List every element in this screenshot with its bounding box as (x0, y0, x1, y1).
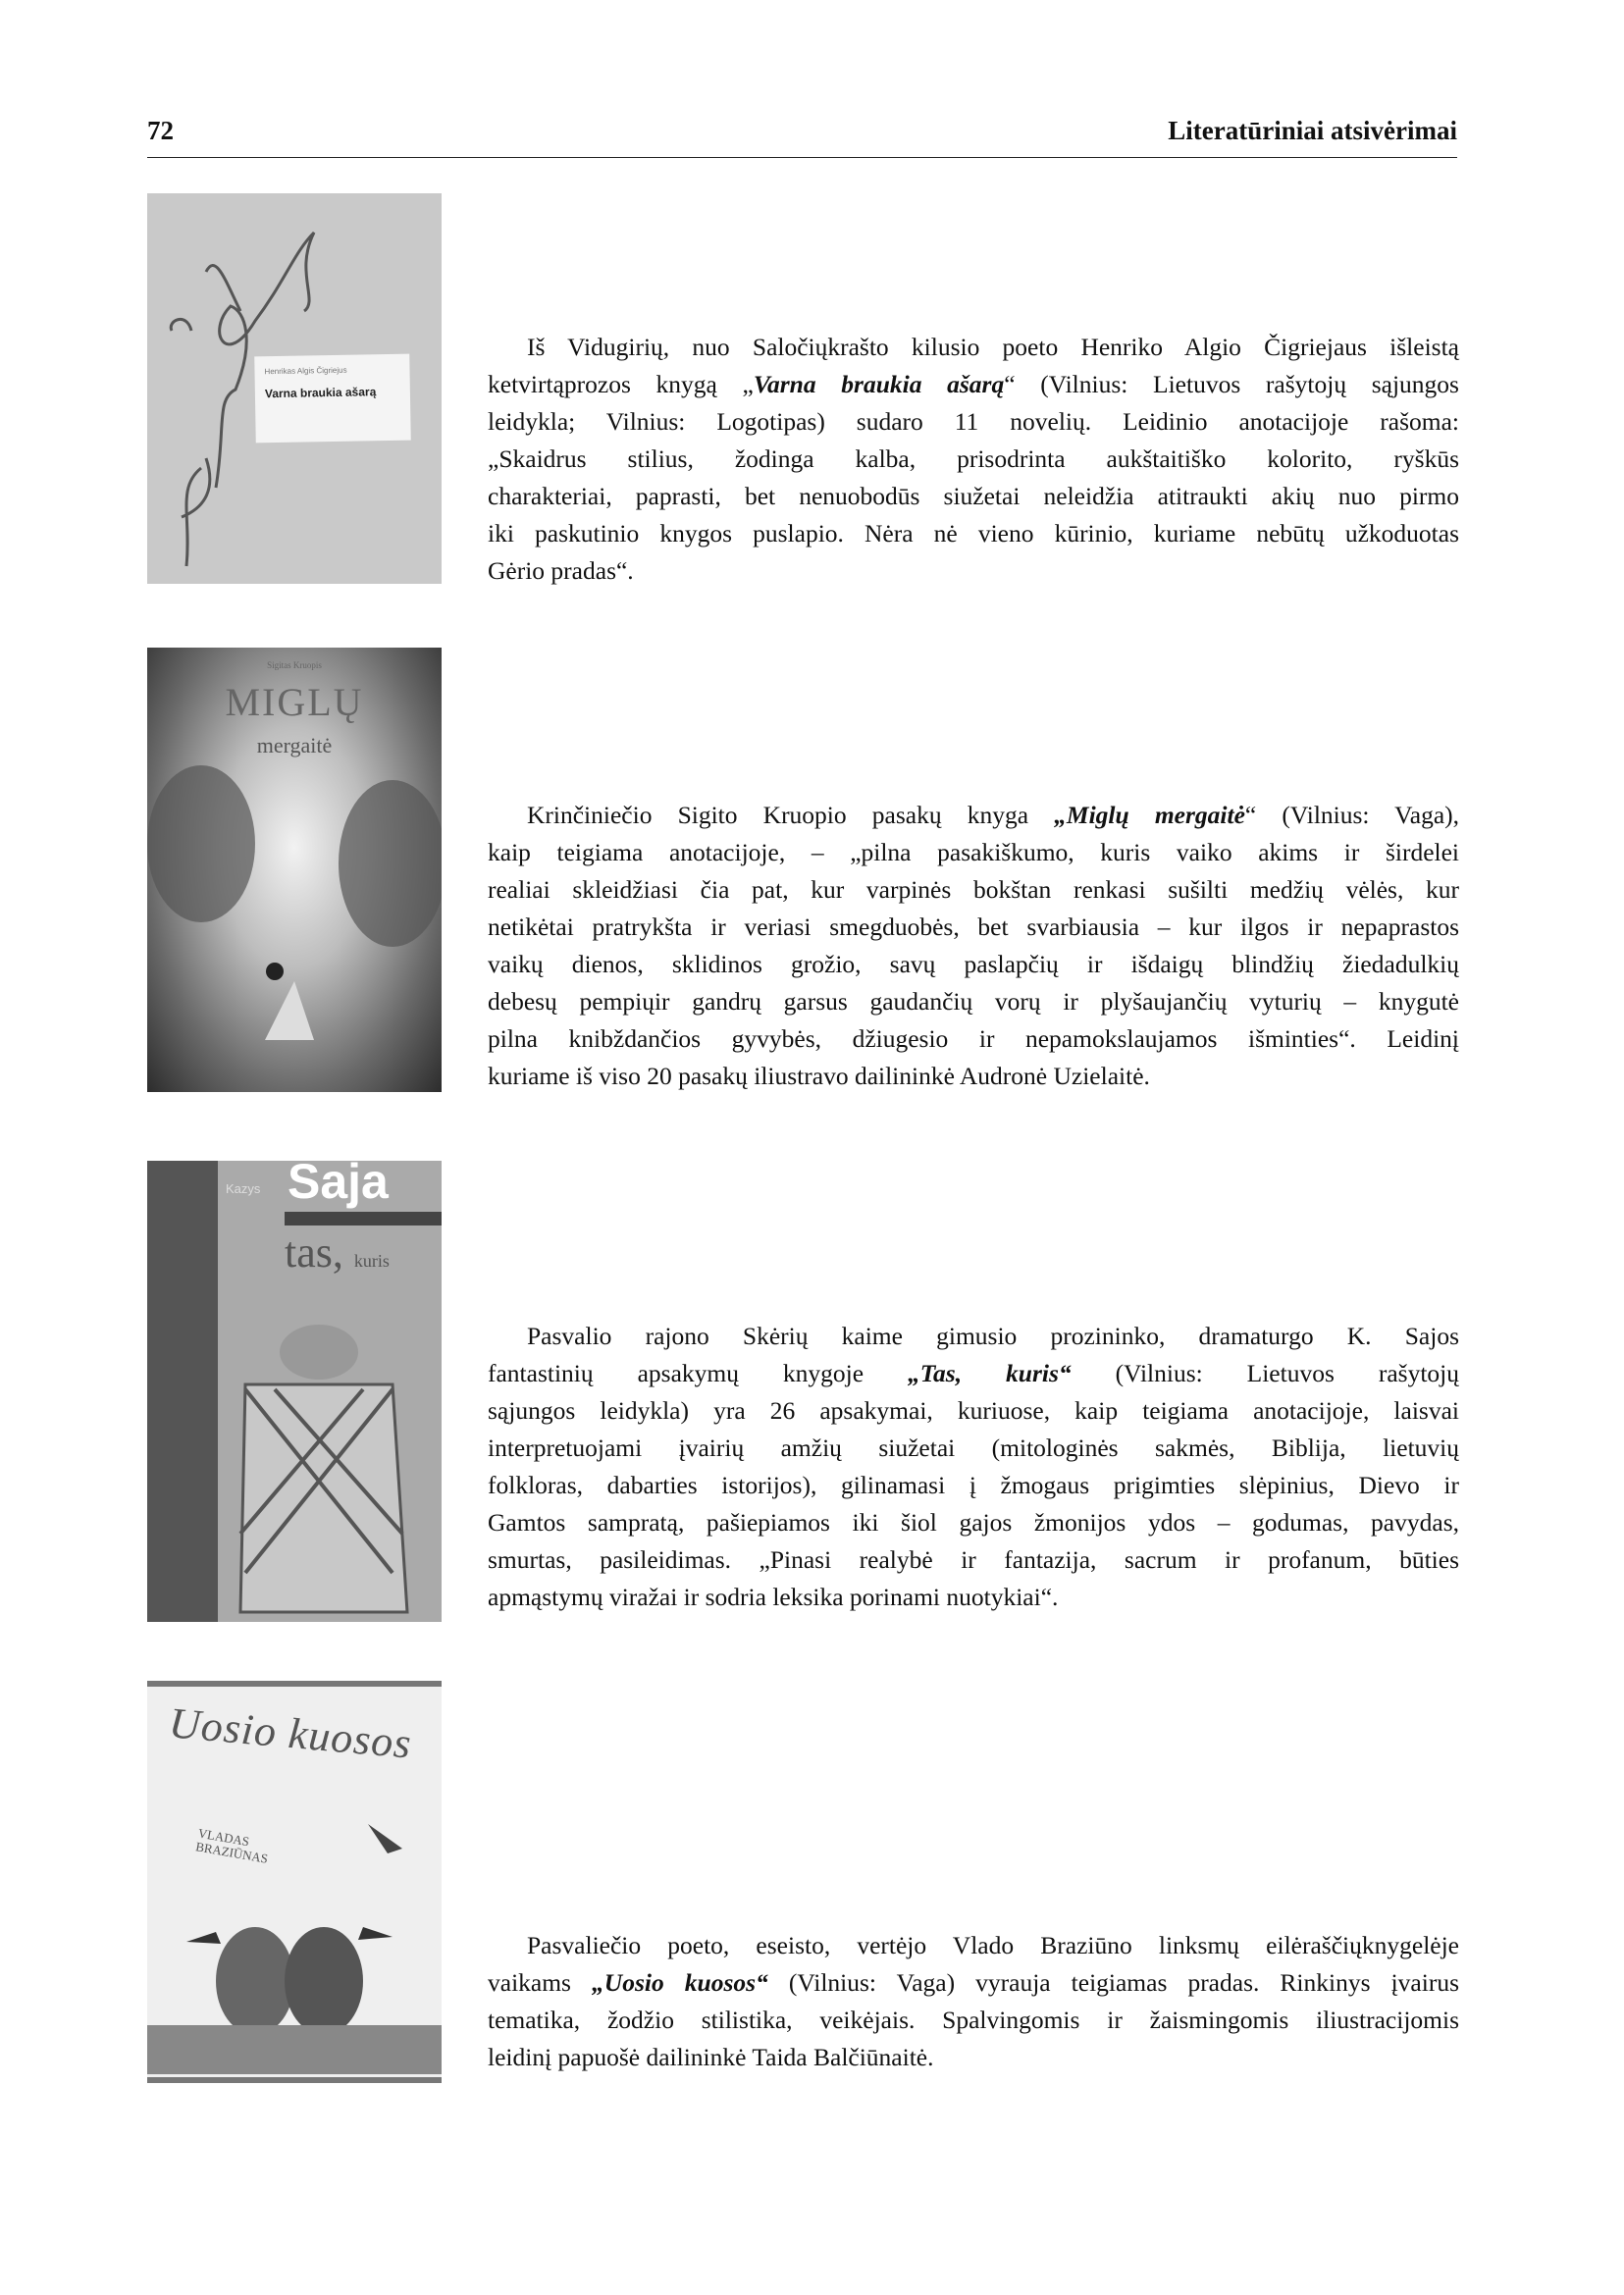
book-cover-tas-kuris (147, 1161, 442, 1622)
text-line (488, 834, 1459, 871)
book-title: „Tas, kuris“ (908, 1359, 1072, 1387)
book-description-paragraph (488, 797, 1459, 1095)
cover-author: Henrikas Algis Čigriejus (264, 365, 347, 377)
text-line (488, 1927, 1459, 1964)
text-line (488, 1467, 1459, 1504)
text-line (488, 946, 1459, 983)
text-segment: „Skaidrus stilius, žodinga kalba, prisodrinta aukštaitiško kolorito, ryškūs (488, 444, 1459, 473)
text-segment: leidinį papuošė dailininkė Taida Balčiūnaitė. (488, 2043, 934, 2071)
book-title: „Uosio kuosos“ (592, 1968, 768, 1997)
text-line (488, 1430, 1459, 1467)
text-line (488, 1058, 1459, 1095)
book-description-paragraph (488, 1318, 1459, 1616)
text-line (488, 366, 1459, 403)
text-line (488, 1579, 1459, 1616)
text-line (488, 2039, 1459, 2076)
text-segment: folkloras, dabarties istorijos), gilinamasi į žmogaus prigimties slėpinius, Dievo ir (488, 1471, 1459, 1499)
text-segment: Pasvalio rajono Skėrių kaime gimusio prozininko, dramaturgo K. Sajos (527, 1322, 1459, 1350)
cover-title-rest: kuris (353, 1251, 390, 1271)
text-line (488, 1541, 1459, 1579)
text-segment: interpretuojami įvairių amžių siužetai (mitologinės sakmės, Biblija, lietuvių (488, 1434, 1459, 1462)
cover-label (254, 354, 411, 443)
text-segment: debesų pempiųir gandrų garsus gaudančių vorų ir plyšaujančių vyturių – knygutė (488, 987, 1459, 1016)
text-line (488, 552, 1459, 590)
text-segment: iki paskutinio knygos puslapio. Nėra nė vieno kūrinio, kuriame nebūtų užkoduotas (488, 519, 1459, 548)
text-segment: realiai skleidžiasi čia pat, kur varpinės bokštan renkasi sušilti medžių vėlės, kur (488, 875, 1459, 904)
cover-title: Uosio kuosos (167, 1698, 414, 1768)
text-line (488, 1318, 1459, 1355)
book-title: Varna braukia ašarą (753, 370, 1005, 398)
cover-title: Varna braukia ašarą (264, 385, 377, 401)
text-line (488, 1964, 1459, 2002)
header-rule (147, 157, 1457, 158)
text-segment: Iš Vidugirių, nuo Saločiųkrašto kilusio poeto Henriko Algio Čigriejaus išleistą (527, 333, 1459, 361)
text-line (488, 909, 1459, 946)
text-line (488, 478, 1459, 515)
text-segment: smurtas, pasileidimas. „Pinasi realybė ir fantazija, sacrum ir profanum, būties (488, 1545, 1459, 1574)
cover-title: MIGLŲ (225, 680, 364, 724)
text-line (488, 515, 1459, 552)
text-line (488, 1355, 1459, 1392)
text-line (488, 797, 1459, 834)
text-segment: Pasvaliečio poeto, eseisto, vertėjo Vlado Braziūno linksmų eilėraščiųknygelėje (527, 1931, 1459, 1959)
text-segment: Gėrio pradas“. (488, 556, 634, 585)
text-segment: tematika, žodžio stilistika, veikėjais. Spalvingomis ir žaismingomis iliustracijomis (488, 2006, 1459, 2034)
page-number: 72 (147, 116, 174, 145)
text-segment: kuriame iš viso 20 pasakų iliustravo dailininkė Audronė Uzielaitė. (488, 1062, 1150, 1090)
cover-author: VLADAS BRAZIŪNAS (194, 1825, 270, 1867)
text-line (488, 1392, 1459, 1430)
text-line (488, 983, 1459, 1020)
cover-author: Kazys (226, 1181, 261, 1196)
text-segment: kaip teigiama anotacijoje, – „pilna pasakiškumo, kuris vaiko akims ir širdelei (488, 838, 1459, 866)
text-segment: charakteriai, paprasti, bet nenuobodūs siužetai neleidžia atitraukti akių nuo pirmo (488, 482, 1459, 510)
book-cover-uosio-kuosos (147, 1681, 442, 2083)
text-line (488, 329, 1459, 366)
text-line (488, 2002, 1459, 2039)
book-title: „Miglų mergaitė (1054, 801, 1245, 829)
cover-subtitle: mergaitė (256, 733, 333, 757)
text-segment: vaikams (488, 1968, 593, 1997)
cover-title-main: tas, (285, 1228, 343, 1277)
text-segment: leidykla; Vilnius: Logotipas) sudaro 11 novelių. Leidinio anotacijoje rašoma: (488, 407, 1459, 436)
text-segment: “ (Vilnius: Lietuvos rašytojų sąjungos (1004, 370, 1459, 398)
text-segment: Gamtos sampratą, pašiepiamos iki šiol gajos žmonijos ydos – godumas, pavydas, (488, 1508, 1459, 1537)
cover-surname: Saja (288, 1161, 389, 1209)
text-line (488, 871, 1459, 909)
running-header-title: Literatūriniai atsivėrimai (1168, 116, 1457, 145)
book-cover-miglu-mergaite (147, 648, 442, 1092)
cover-author: Sigitas Kruopis (267, 660, 322, 670)
text-segment: sąjungos leidykla) yra 26 apsakymai, kuriuose, kaip teigiama anotacijoje, laisvai (488, 1396, 1459, 1425)
book-description-paragraph (488, 329, 1459, 590)
text-segment: “ (Vilnius: Vaga), (1244, 801, 1460, 829)
text-segment: vaikų dienos, sklidinos grožio, savų paslapčių ir išdaigų blindžių žiedadulkių (488, 950, 1459, 978)
text-line (488, 1504, 1459, 1541)
text-segment: (Vilnius: Vaga) vyrauja teigiamas pradas. Rinkinys įvairus (767, 1968, 1459, 1997)
cover-title (285, 1229, 390, 1277)
text-segment: (Vilnius: Lietuvos rašytojų (1071, 1359, 1459, 1387)
book-description-paragraph (488, 1927, 1459, 2076)
text-segment: fantastinių apsakymų knygoje (488, 1359, 909, 1387)
text-line (488, 1020, 1459, 1058)
text-segment: netikėtai pratrykšta ir veriasi smegduobės, bet svarbiausia – kur ilgos ir nepaprastos (488, 913, 1459, 941)
text-line (488, 403, 1459, 441)
book-cover-varna-braukia-asara (147, 193, 442, 584)
text-segment: Krinčiniečio Sigito Kruopio pasakų knyga (527, 801, 1055, 829)
text-segment: apmąstymų viražai ir sodria leksika porinami nuotykiai“. (488, 1583, 1059, 1611)
text-line (488, 441, 1459, 478)
text-segment: ketvirtąprozos knygą „ (488, 370, 754, 398)
text-segment: pilna knibždančios gyvybės, džiugesio ir nepamokslaujamos išminties“. Leidinį (488, 1024, 1459, 1053)
